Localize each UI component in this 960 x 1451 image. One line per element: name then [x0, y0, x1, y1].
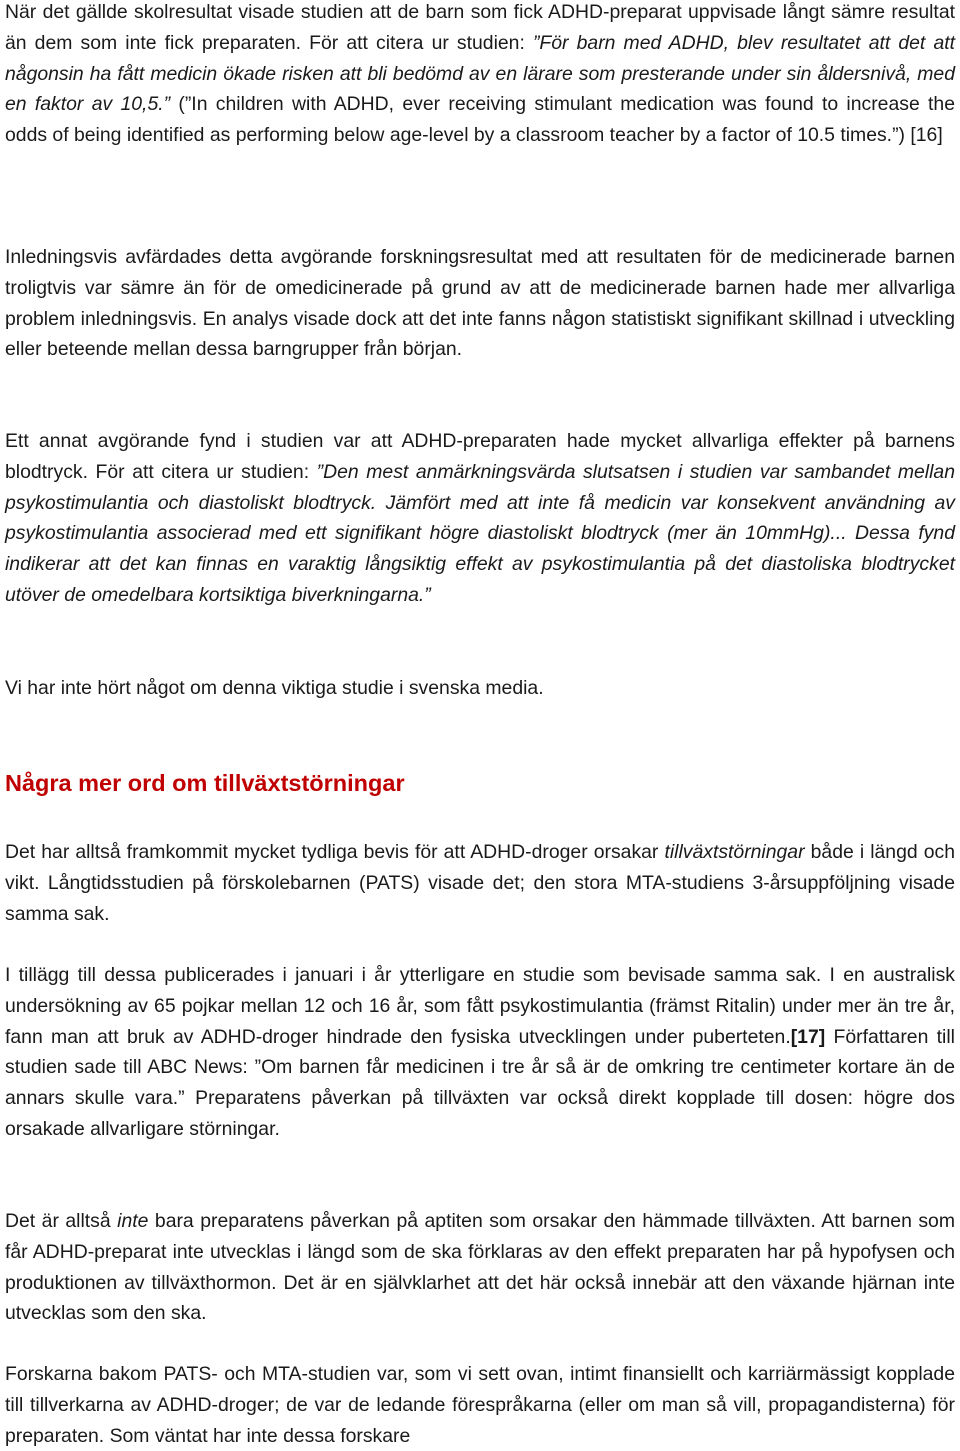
paragraph-australian-study	[5, 960, 955, 1145]
paragraph-school-results	[5, 0, 955, 151]
blood-pressure-quote: ”Den mest anmärkningsvärda slutsatsen i studien var sambandet mellan psykostimulantia och diastoliskt blodtryck. Jämfört med att inte få medicin var konsekvent användning av psykostimulantia associerad med ett signifikant högre diastoliskt blodtryck (mer än 10mmHg)... Dessa fynd indikerar att det kan finnas en varaktig långsiktig effekt av psykostimulantia på det diastoliska blodtrycket utöver de omedelbara kortsiktiga biverkningarna.”	[5, 460, 955, 606]
paragraph-text: Forskarna bakom PATS- och MTA-studien var, som vi sett ovan, intimt finansiellt och karriärmässigt kopplade till tillverkarna av ADHD-droger; de var de ledande förespråkarna (eller om man så vill, propagandisterna) för preparaten. Som väntat har inte dessa forskare	[5, 1363, 955, 1447]
swedish-quote: ”För barn med ADHD, blev resultatet att det att någonsin ha fått medicin ökade risken att bli bedömd av en lärare som presterande under sin åldersnivå, med en faktor av 10,5.”	[5, 31, 955, 116]
emphasis-term: tillväxtstörningar	[664, 841, 805, 863]
paragraph-growth-hormone	[5, 1206, 955, 1329]
paragraph-text: Vi har inte hört något om denna viktiga studie i svenska media.	[5, 677, 544, 699]
paragraph-text: Ett annat avgörande fynd i studien var att ADHD-preparaten hade mycket allvarliga effekter på barnens blodtryck. För att citera ur studien:	[5, 430, 955, 483]
paragraph-dismissal	[5, 242, 955, 365]
paragraph-blood-pressure	[5, 426, 955, 611]
paragraph-text: I tillägg till dessa publicerades i januari i år ytterligare en studie som bevisade samma sak. I en australisk undersökning av 65 pojkar mellan 12 och 16 år, som fått psykostimulantia (främst Ritalin) under mer än tre år, fann man att bruk av ADHD-droger hindrade den fysiska utvecklingen under puberteten.	[5, 964, 955, 1048]
paragraph-text: Det har alltså framkommit mycket tydliga bevis för att ADHD-droger orsakar	[5, 841, 665, 863]
section-heading: Några mer ord om tillväxtstörningar	[5, 770, 405, 796]
reference-16: [16]	[910, 124, 943, 147]
paragraph-text: bara preparatens påverkan på aptiten som orsakar den hämmade tillväxten. Att barnen som får ADHD-preparat inte utvecklas i längd som de ska förklaras av den effekt preparaten har på hypofysen och produktionen av tillväxthormon. Det är en självklarhet att det här också innebär att den växande hjärnan inte utvecklas som den ska.	[5, 1210, 955, 1325]
paragraph-text: Det är alltså	[5, 1210, 118, 1232]
paragraph-media-note	[5, 673, 955, 704]
paragraph-researchers	[5, 1359, 955, 1451]
paragraph-text: Författaren till studien sade till ABC News: ”Om barnen får medicinen i tre år så är de omkring tre centimeter kortare än de annars skulle vara.” Preparatens påverkan på tillväxten var också direkt kopplade till dosen: högre dos orsakade allvarligare störningar.	[5, 1025, 955, 1140]
emphasis-word: inte	[117, 1210, 149, 1232]
paragraph-text: När det gällde skolresultat visade studien att de barn som fick ADHD-preparat uppvisade långt sämre resultat än dem som inte fick preparaten. För att citera ur studien:	[5, 1, 955, 54]
paragraph-text: både i längd och vikt. Långtidsstudien på förskolebarnen (PATS) visade det; den stora MTA-studiens 3-årsuppföljning visade samma sak.	[5, 841, 955, 925]
paragraph-text: Inledningsvis avfärdades detta avgörande forskningsresultat med att resultaten för de medicinerade barnen troligtvis var sämre än för de omedicinerade på grund av att de medicinerade barnen hade mer allvarliga problem inledningsvis. En analys visade dock att det inte fanns någon statistiskt signifikant skillnad i utveckling eller beteende mellan dessa barngrupper från början.	[5, 246, 955, 361]
paragraph-growth-evidence	[5, 837, 955, 929]
reference-17: [17]	[790, 1025, 826, 1048]
english-quote: (”In children with ADHD, ever receiving stimulant medication was found to increase the odds of being identified as performing below age-level by a classroom teacher by a factor of 10.5 times.”)	[5, 93, 955, 147]
